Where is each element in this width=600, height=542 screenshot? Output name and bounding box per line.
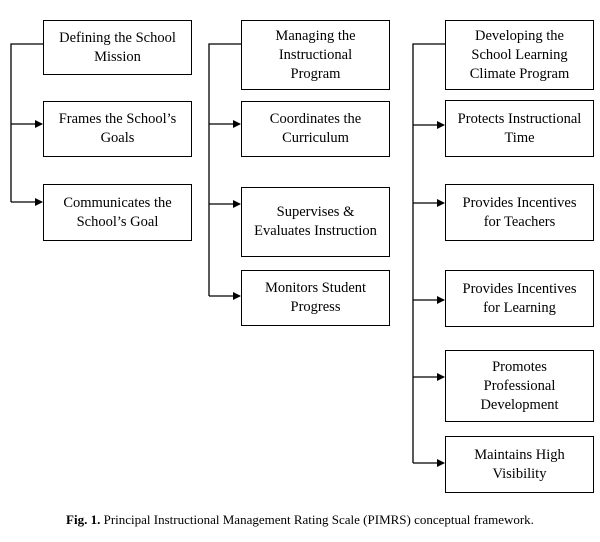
box-developing-climate: Developing the School Learning Climate Program	[445, 20, 594, 90]
box-incentives-learning: Provides Incentives for Learning	[445, 270, 594, 327]
box-managing-program: Managing the Instructional Program	[241, 20, 390, 90]
box-protects-time: Protects Instructional Time	[445, 100, 594, 157]
connector-col1-header	[11, 44, 43, 202]
connector-col2-header	[209, 44, 241, 296]
box-coordinates-curriculum: Coordinates the Curriculum	[241, 101, 390, 157]
figure-caption	[0, 512, 600, 528]
box-frames-goals: Frames the School’s Goals	[43, 101, 192, 157]
box-monitors-progress: Monitors Student Progress	[241, 270, 390, 326]
caption-label: Fig. 1.	[66, 512, 101, 527]
box-maintains-visibility: Maintains High Visibility	[445, 436, 594, 493]
box-incentives-teachers: Provides Incentives for Teachers	[445, 184, 594, 241]
caption-text: Principal Instructional Management Rating Scale (PIMRS) conceptual framework.	[100, 512, 534, 527]
box-defining-mission: Defining the School Mission	[43, 20, 192, 75]
box-communicates-goal: Communicates the School’s Goal	[43, 184, 192, 241]
connector-col3-header	[413, 44, 445, 463]
box-supervises-instruction: Supervises & Evaluates Instruction	[241, 187, 390, 257]
box-professional-development: Promotes Professional Development	[445, 350, 594, 422]
